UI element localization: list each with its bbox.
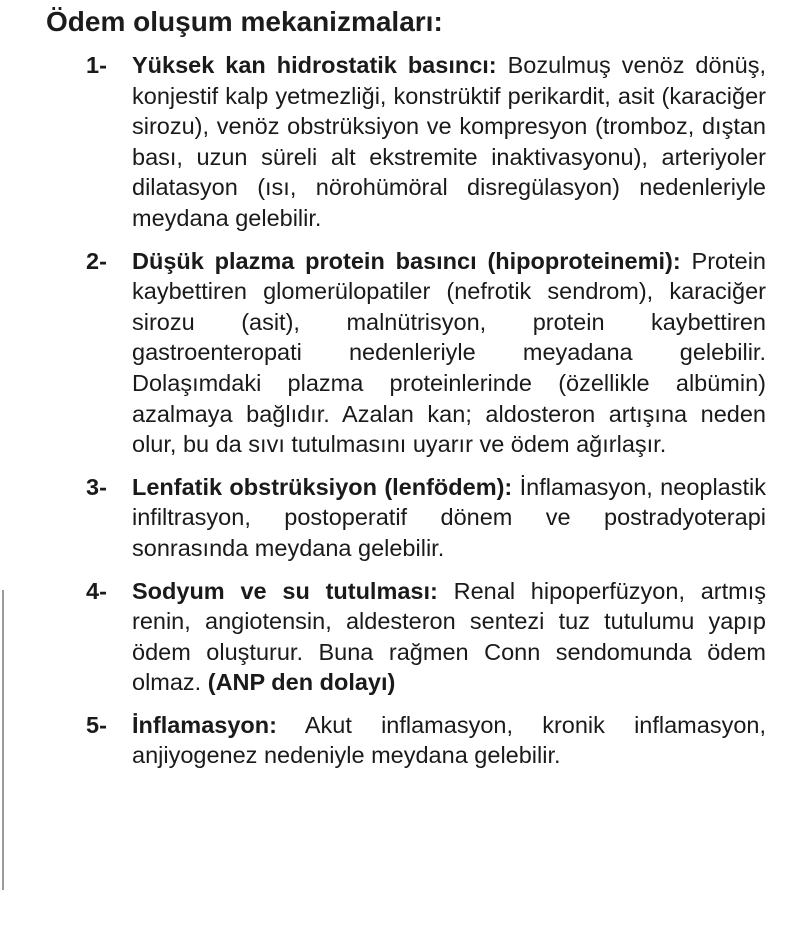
item-number: 5- (86, 711, 107, 738)
section-heading: Ödem oluşum mekanizmaları: (46, 6, 443, 37)
list-item (86, 246, 766, 460)
item-number: 3- (86, 473, 107, 500)
item-number: 1- (86, 52, 107, 78)
list-item (86, 576, 766, 698)
item-description: Akut inflamasyon, kronik inflamasyon, anjiyogenez nedeniyle meydana gelebilir. (132, 711, 766, 769)
item-term: Yüksek kan hidrostatik basıncı: (132, 52, 497, 78)
item-description: Renal hipoperfüzyon, artmış renin, angiotensin, aldesteron sentezi tuz tutulumu yapıp ödem oluşturur. Buna rağmen Conn sendomunda ödem olmaz. (132, 577, 767, 696)
list-item (86, 472, 766, 564)
item-description: İnflamasyon, neoplastik infiltrasyon, postoperatif dönem ve postradyoterapi sonrasında meydana gelebilir. (132, 473, 766, 561)
page-edge-rule (2, 590, 4, 890)
item-term: İnflamasyon: (132, 711, 277, 738)
item-term: Lenfatik obstrüksiyon (lenfödem): (132, 473, 513, 500)
item-term: Sodyum ve su tutulması: (132, 577, 438, 604)
item-note: (ANP den dolayı) (207, 669, 396, 696)
item-description: Bozulmuş venöz dönüş, konjestif kalp yetmezliği, konstrüktif perikardit, asit (karaciğer sirozu), venöz obstrüksiyon ve kompresyon (tromboz, dıştan bası, uzun süreli alt ekstremite inaktivasyonu), arteriyoler dilatasyon (ısı, nörohümöral disregülasyon) nedenleriyle meydana gelebilir. (132, 52, 766, 231)
list-item (86, 50, 766, 234)
item-number: 2- (86, 247, 107, 274)
item-description: Protein kaybettiren glomerülopatiler (nefrotik sendrom), karaciğer sirozu (asit), malnütrisyon, protein kaybettiren gastroenteropati nedenleriyle meyadana gelebilir. Dolaşımdaki plazma proteinlerinde (özellikle albümin) azalmaya bağlıdır. Azalan kan; aldosteron artışına neden olur, bu da sıvı tutulmasını uyarır ve ödem ağırlaşır. (132, 247, 767, 458)
item-term: Düşük plazma protein basıncı (hipoproteinemi): (132, 247, 681, 274)
item-number: 4- (86, 577, 107, 604)
list-item (86, 710, 766, 771)
mechanism-list (86, 50, 766, 771)
